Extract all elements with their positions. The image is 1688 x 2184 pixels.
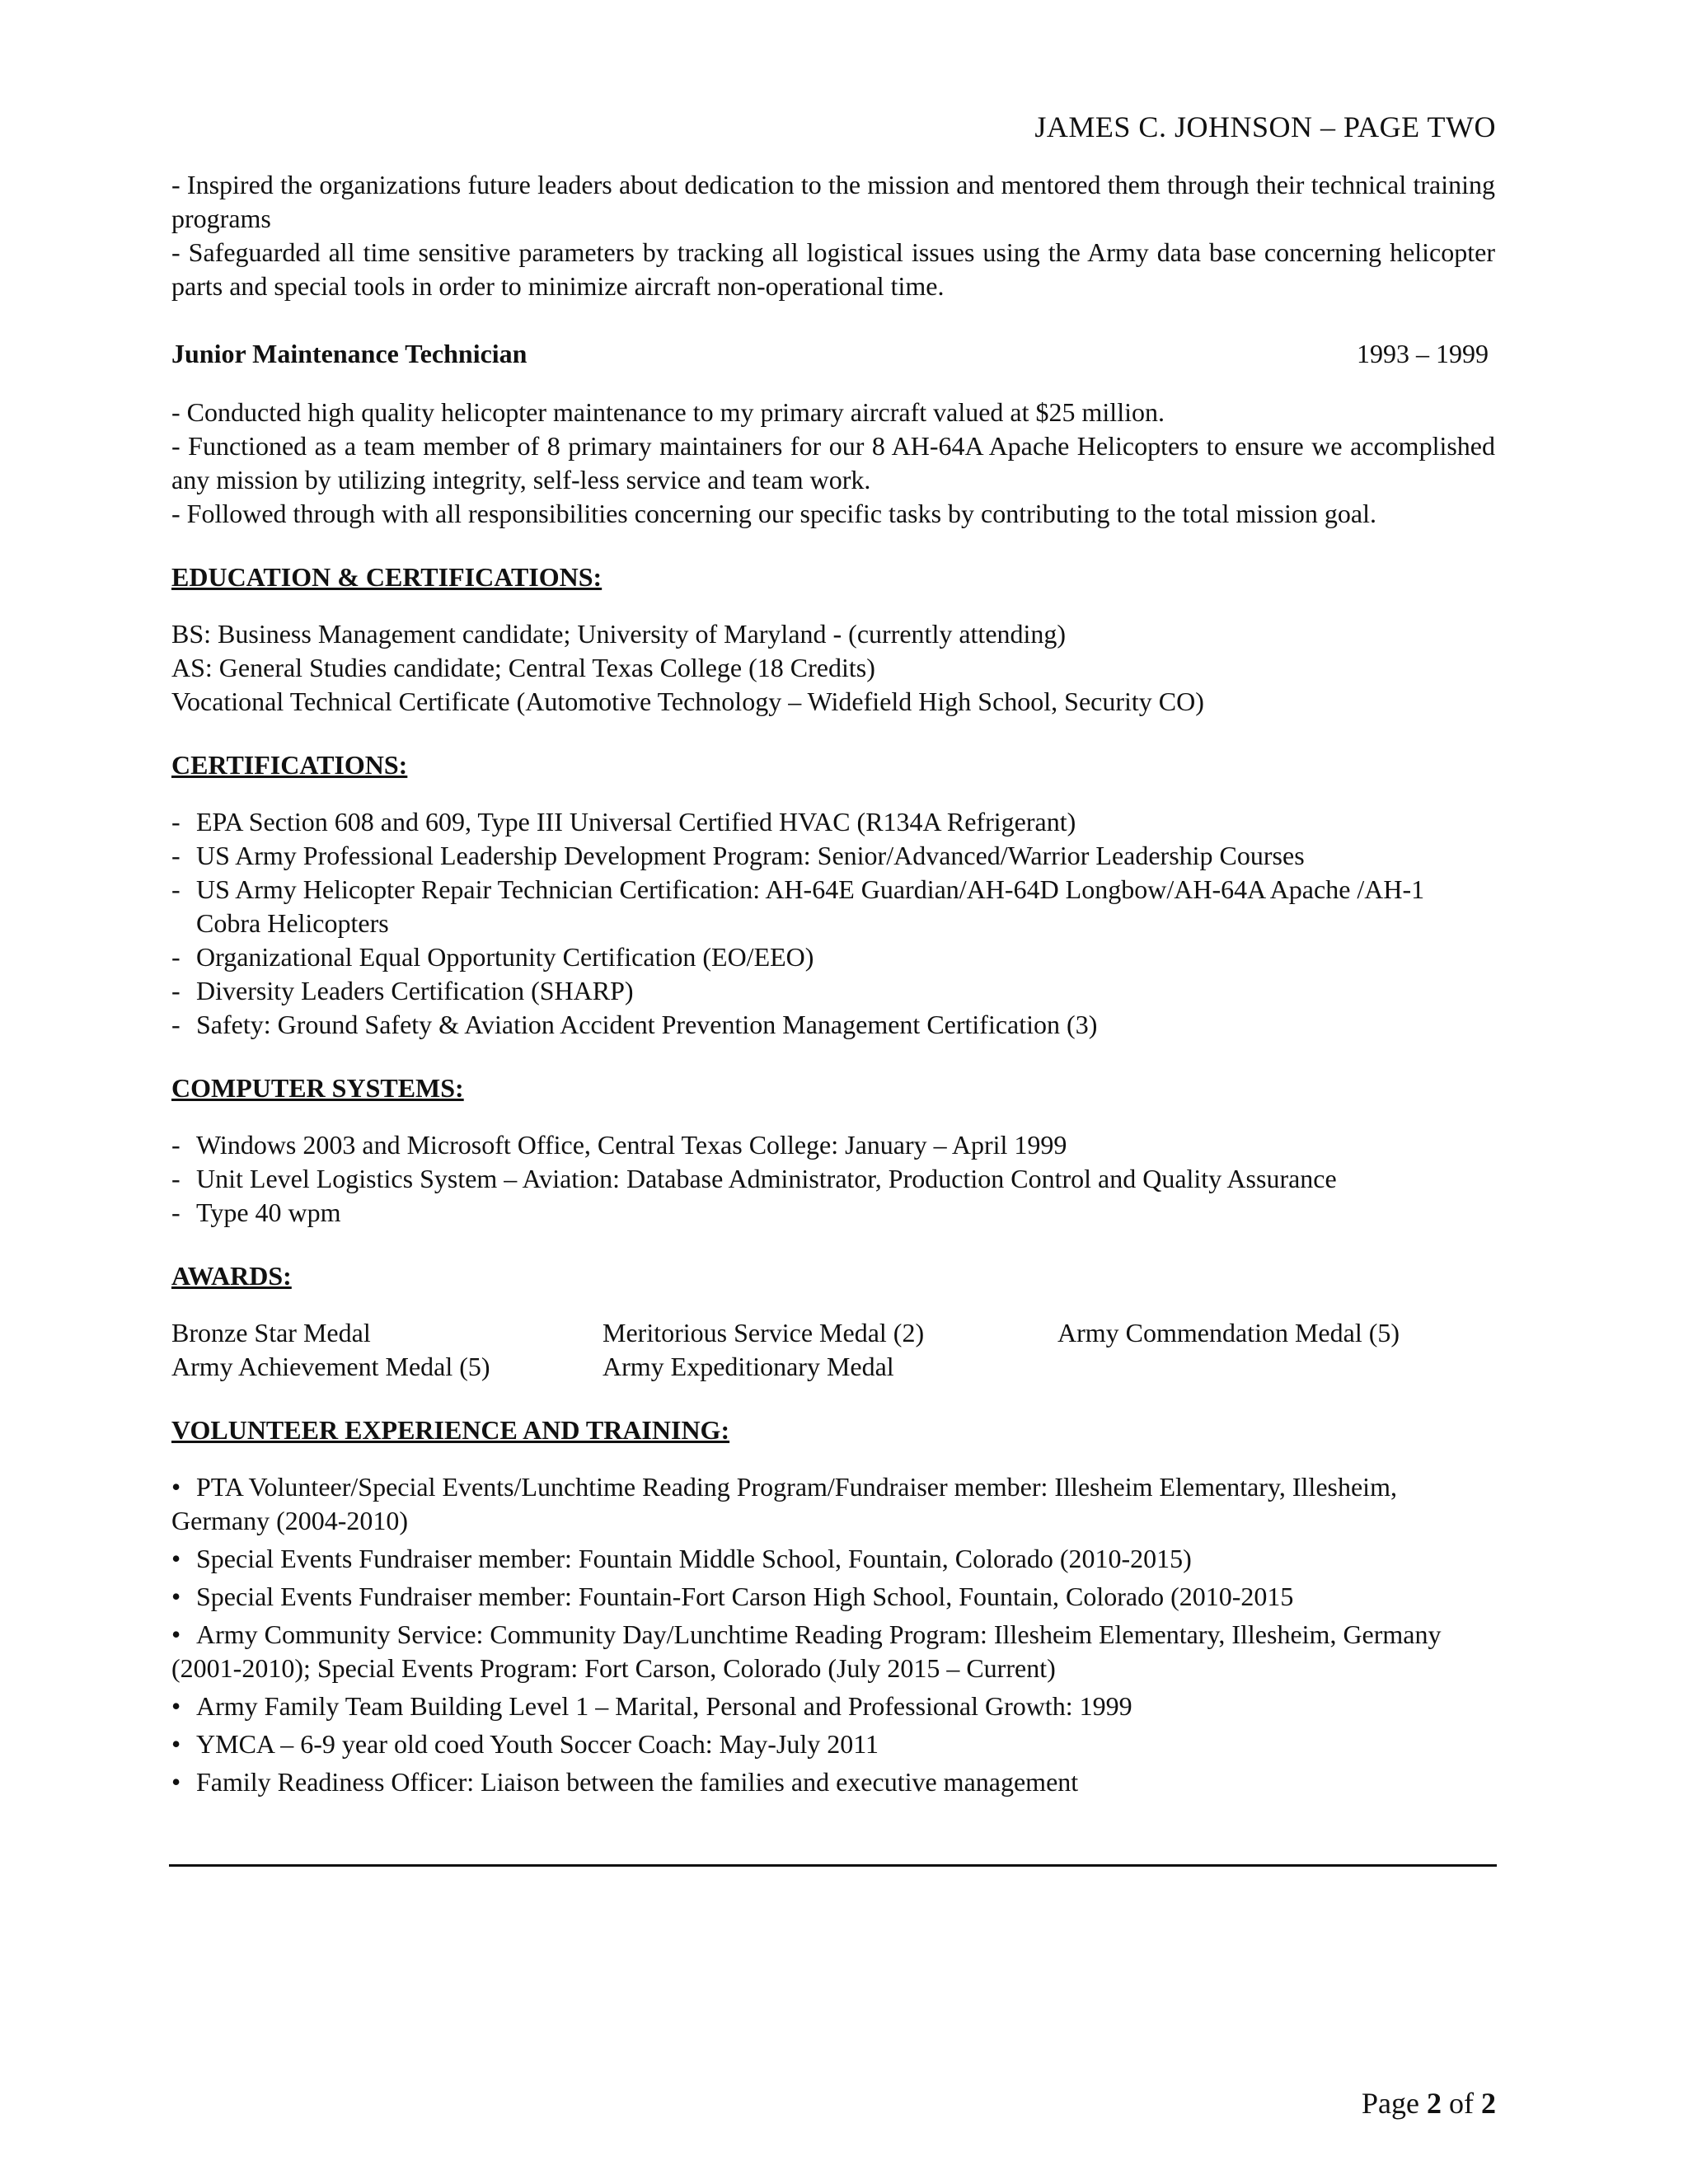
- of-word: of: [1449, 2087, 1474, 2120]
- bullet-icon: •: [171, 1729, 181, 1759]
- dash-marker: -: [171, 841, 181, 870]
- computer-item: [171, 1162, 1495, 1196]
- computer-item: [171, 1128, 1495, 1162]
- certification-item: [171, 873, 1495, 940]
- volunteer-text: Special Events Fundraiser member: Fountain Middle School, Fountain, Colorado (2010-2015): [196, 1544, 1192, 1573]
- total-page-number: 2: [1481, 2087, 1496, 2120]
- award-item: Meritorious Service Medal (2): [603, 1318, 925, 1347]
- certification-item: [171, 1008, 1495, 1042]
- volunteer-item: [171, 1470, 1495, 1538]
- intro-line: - Inspired the organizations future leaders about dedication to the mission and mentored them through their technical training programs: [171, 170, 1495, 233]
- dash-marker: -: [171, 1010, 181, 1039]
- award-item: Army Expeditionary Medal: [603, 1352, 894, 1381]
- awards-grid: [171, 1316, 1495, 1384]
- dash-marker: -: [171, 1197, 181, 1227]
- computer-systems-heading: COMPUTER SYSTEMS:: [171, 1073, 464, 1103]
- bullet-icon: •: [171, 1544, 181, 1573]
- volunteer-text: PTA Volunteer/Special Events/Lunchtime Reading Program/Fundraiser member: Illesheim Elementary, Illesheim, Germany (2004-2010): [171, 1472, 1397, 1535]
- awards-heading: AWARDS:: [171, 1261, 292, 1291]
- job-line: - Followed through with all responsibilities concerning our specific tasks by contributing to the total mission goal.: [171, 499, 1376, 528]
- certification-text: EPA Section 608 and 609, Type III Universal Certified HVAC (R134A Refrigerant): [196, 807, 1076, 837]
- resume-body: [171, 168, 1495, 1803]
- volunteer-text: Army Family Team Building Level 1 – Marital, Personal and Professional Growth: 1999: [196, 1691, 1132, 1721]
- dash-marker: -: [171, 807, 181, 837]
- certification-item: [171, 940, 1495, 974]
- award-item: Bronze Star Medal: [171, 1318, 371, 1347]
- intro-line: - Safeguarded all time sensitive parameters by tracking all logistical issues using the Army data base concerning helicopter parts and special tools in order to minimize aircraft non-operational time.: [171, 237, 1495, 301]
- bullet-icon: •: [171, 1582, 181, 1611]
- bullet-icon: •: [171, 1472, 181, 1502]
- certifications-heading: CERTIFICATIONS:: [171, 750, 408, 780]
- volunteer-item: [171, 1580, 1495, 1614]
- dash-marker: -: [171, 976, 181, 1005]
- bullet-icon: •: [171, 1619, 181, 1649]
- dash-marker: -: [171, 1164, 181, 1193]
- certification-text: Organizational Equal Opportunity Certification (EO/EEO): [196, 942, 814, 972]
- computer-text: Unit Level Logistics System – Aviation: Database Administrator, Production Control and Quality Assurance: [196, 1164, 1337, 1193]
- bottom-divider: [169, 1864, 1497, 1867]
- education-line: AS: General Studies candidate; Central Texas College (18 Credits): [171, 653, 875, 682]
- volunteer-item: [171, 1727, 1495, 1761]
- certification-text: Diversity Leaders Certification (SHARP): [196, 976, 634, 1005]
- job-title: Junior Maintenance Technician: [171, 339, 528, 368]
- education-line: Vocational Technical Certificate (Automotive Technology – Widefield High School, Security CO): [171, 687, 1204, 716]
- job-header: [171, 337, 1495, 371]
- page-header: JAMES C. JOHNSON – PAGE TWO: [1034, 110, 1496, 143]
- current-page-number: 2: [1427, 2087, 1442, 2120]
- job-dates: 1993 – 1999: [1357, 339, 1489, 368]
- computer-item: [171, 1196, 1495, 1230]
- dash-marker: -: [171, 942, 181, 972]
- education-line: BS: Business Management candidate; University of Maryland - (currently attending): [171, 619, 1067, 649]
- bullet-icon: •: [171, 1691, 181, 1721]
- volunteer-text: Special Events Fundraiser member: Fountain-Fort Carson High School, Fountain, Colorado (2010-2015: [196, 1582, 1294, 1611]
- page-number: [1362, 2087, 1496, 2120]
- award-item: Army Achievement Medal (5): [171, 1352, 490, 1381]
- volunteer-text: YMCA – 6-9 year old coed Youth Soccer Coach: May-July 2011: [196, 1729, 879, 1759]
- volunteer-text: Family Readiness Officer: Liaison between the families and executive management: [196, 1767, 1079, 1797]
- job-line: - Conducted high quality helicopter maintenance to my primary aircraft valued at $25 million.: [171, 397, 1165, 427]
- computer-text: Type 40 wpm: [196, 1197, 341, 1227]
- page-word: Page: [1362, 2087, 1419, 2120]
- volunteer-text: Army Community Service: Community Day/Lunchtime Reading Program: Illesheim Elementary, Illesheim, Germany (2001-2010); Special Events Program: Fort Carson, Colorado (July 2015 – Current): [171, 1619, 1442, 1683]
- certification-text: Safety: Ground Safety & Aviation Accident Prevention Management Certification (3): [196, 1010, 1098, 1039]
- certification-text: US Army Helicopter Repair Technician Certification: AH-64E Guardian/AH-64D Longbow/AH-64A Apache /AH-1 Cobra Helicopters: [196, 874, 1425, 938]
- certification-item: [171, 839, 1495, 873]
- certification-item: [171, 974, 1495, 1008]
- bullet-icon: •: [171, 1767, 181, 1797]
- volunteer-item: [171, 1765, 1495, 1799]
- volunteer-item: [171, 1690, 1495, 1723]
- computer-text: Windows 2003 and Microsoft Office, Central Texas College: January – April 1999: [196, 1130, 1067, 1160]
- education-heading: EDUCATION & CERTIFICATIONS:: [171, 562, 603, 592]
- volunteer-heading: VOLUNTEER EXPERIENCE AND TRAINING:: [171, 1415, 730, 1445]
- dash-marker: -: [171, 874, 181, 904]
- volunteer-item: [171, 1542, 1495, 1576]
- volunteer-item: [171, 1618, 1495, 1685]
- certification-item: [171, 805, 1495, 839]
- award-item: Army Commendation Medal (5): [1057, 1318, 1400, 1347]
- dash-marker: -: [171, 1130, 181, 1160]
- certification-text: US Army Professional Leadership Development Program: Senior/Advanced/Warrior Leadership Courses: [196, 841, 1305, 870]
- job-line: - Functioned as a team member of 8 primary maintainers for our 8 AH-64A Apache Helicopters to ensure we accomplished any mission by utilizing integrity, self-less service and team work.: [171, 431, 1495, 494]
